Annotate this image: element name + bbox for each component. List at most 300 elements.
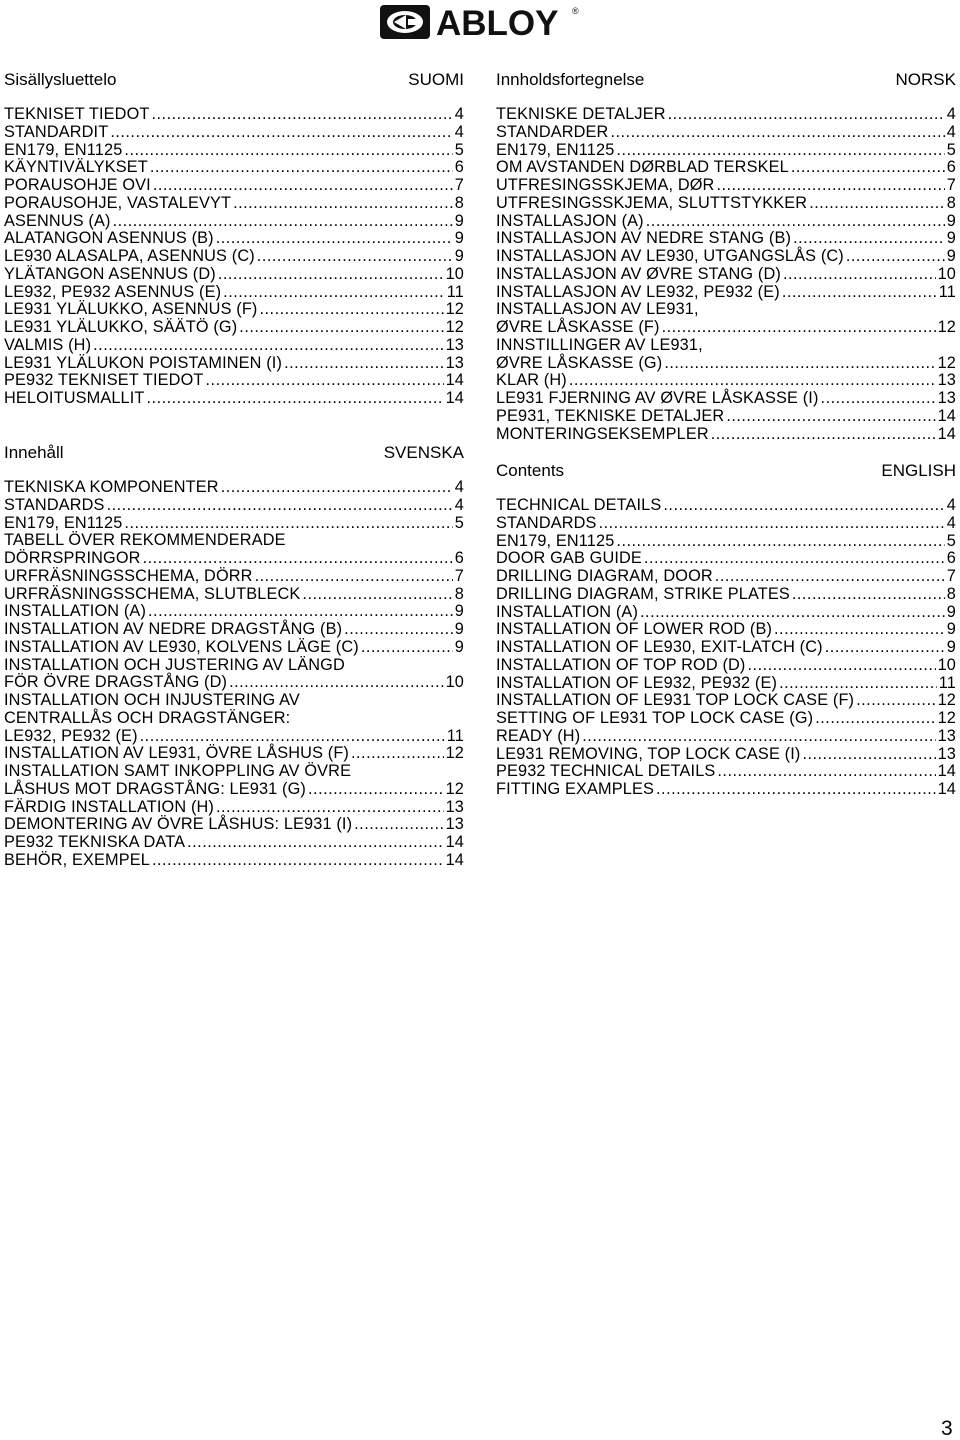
toc-entry — [496, 390, 956, 408]
toc-entry — [4, 301, 464, 319]
page-number: 3 — [941, 1417, 953, 1440]
toc-entry-label: INSTALLATION OCH JUSTERING AV LÄNGD — [4, 655, 345, 674]
toc-entry — [496, 568, 956, 586]
toc-entry-page: 13 — [445, 335, 464, 354]
dot-leader — [716, 177, 944, 195]
dot-leader — [140, 728, 445, 746]
toc-entry-page: 9 — [454, 247, 464, 265]
dot-leader — [791, 159, 945, 177]
toc-entry-label: ØVRE LÅSKASSE (G) — [496, 353, 663, 372]
toc-entry — [4, 390, 464, 408]
dot-leader — [260, 301, 444, 319]
toc-entry-page: 11 — [938, 282, 956, 301]
dot-leader — [782, 284, 937, 302]
dot-leader — [715, 568, 945, 586]
toc-entry-page: 11 — [446, 282, 464, 301]
toc-entry-label: LE932, PE932 (E) — [4, 726, 138, 745]
toc-entry-label: TABELL ÖVER REKOMMENDERADE — [4, 531, 286, 550]
toc-entry-label: TEKNISKE DETALJER — [496, 105, 666, 123]
toc-entry-page: 9 — [946, 620, 956, 639]
toc-list — [4, 479, 464, 870]
toc-entry-page: 12 — [445, 300, 464, 319]
dot-leader — [640, 604, 945, 622]
toc-entry — [496, 142, 956, 160]
toc-entry — [496, 195, 956, 213]
toc-entry-label: EN179, EN1125 — [496, 531, 615, 550]
toc-entry-label: EN179, EN1125 — [496, 140, 615, 159]
toc-entry — [4, 372, 464, 390]
toc-entry — [4, 213, 464, 231]
toc-entry — [496, 284, 956, 302]
toc-entry — [4, 230, 464, 248]
toc-entry-label: CENTRALLÅS OCH DRAGSTÄNGER: — [4, 708, 291, 727]
toc-entry — [496, 177, 956, 195]
toc-entry — [496, 533, 956, 551]
toc-entry-label: INSTALLASJON (A) — [496, 211, 644, 230]
toc-entry-page: 14 — [445, 833, 464, 851]
section-language: SUOMI — [408, 70, 464, 89]
toc-entry — [4, 142, 464, 160]
toc-entry-page: 4 — [946, 105, 956, 123]
toc-entry-page: 9 — [454, 620, 464, 638]
toc-entry-label: INSTALLATION OF LE930, EXIT-LATCH (C) — [496, 638, 823, 656]
toc-entry-page: 14 — [445, 389, 464, 407]
toc-entry-page: 7 — [454, 176, 464, 194]
dot-leader — [569, 372, 936, 390]
toc-entry — [4, 515, 464, 533]
toc-entry-label: EN179, EN1125 — [4, 513, 123, 532]
toc-entry-label: EN179, EN1125 — [4, 140, 123, 159]
section-language: NORSK — [895, 70, 956, 89]
toc-entry-page: 4 — [946, 122, 956, 141]
toc-entry-page: 4 — [946, 513, 956, 532]
toc-entry-label: FÄRDIG INSTALLATION (H) — [4, 797, 214, 816]
toc-entry-page: 12 — [937, 318, 956, 336]
toc-entry-page: 9 — [946, 229, 956, 248]
toc-entry — [496, 604, 956, 622]
toc-entry-page: 11 — [938, 673, 956, 692]
toc-entry — [4, 195, 464, 213]
toc-entry-label: INSTALLASJON AV LE931, — [496, 300, 699, 319]
section-language: ENGLISH — [881, 461, 956, 480]
toc-entry — [496, 319, 956, 337]
toc-entry-label: HELOITUSMALLIT — [4, 389, 145, 407]
dot-leader — [662, 319, 936, 337]
toc-entry-page: 9 — [946, 211, 956, 230]
toc-entry-label: SETTING OF LE931 TOP LOCK CASE (G) — [496, 709, 814, 727]
toc-entry-page: 8 — [454, 193, 464, 212]
toc-entry — [496, 763, 956, 781]
dot-leader — [255, 568, 453, 586]
dot-leader — [124, 142, 452, 160]
dot-leader — [783, 266, 936, 284]
toc-entry-page: 14 — [937, 406, 956, 425]
dot-leader — [233, 195, 453, 213]
dot-leader — [815, 710, 935, 728]
toc-entry-label: UTFRESINGSSKJEMA, SLUTTSTYKKER — [496, 193, 808, 212]
section-language: SVENSKA — [383, 443, 464, 462]
abloy-logo — [378, 2, 583, 42]
toc-entry-page: 12 — [445, 779, 464, 798]
toc-entry-label: STANDARDIT — [4, 122, 109, 141]
toc-entry — [496, 586, 956, 604]
toc-entry-page: 12 — [937, 353, 956, 372]
dot-leader — [846, 248, 945, 266]
dot-leader — [218, 266, 444, 284]
section-title: Innholdsfortegnelse — [496, 70, 645, 89]
toc-entry — [4, 319, 464, 337]
toc-entry-label: TEKNISKA KOMPONENTER — [4, 478, 219, 496]
toc-entry-label: INSTALLATION AV LE930, KOLVENS LÄGE (C) — [4, 637, 359, 656]
dot-leader — [802, 746, 935, 764]
toc-entry-label: PE932 TEKNISKA DATA — [4, 833, 186, 851]
dot-leader — [351, 745, 444, 763]
toc-entry-page: 8 — [946, 193, 956, 212]
toc-entry — [496, 266, 956, 284]
toc-entry-page: 6 — [454, 549, 464, 567]
toc-entry — [4, 603, 464, 621]
dot-leader — [223, 284, 445, 302]
toc-entry-page: 6 — [946, 158, 956, 177]
dot-leader — [143, 550, 453, 568]
dot-leader — [726, 408, 935, 426]
dot-leader — [748, 657, 936, 675]
dot-leader — [809, 195, 945, 213]
toc-entry-label: URFRÄSNINGSSCHEMA, SLUTBLECK — [4, 584, 301, 603]
toc-entry-label: TECHNICAL DETAILS — [496, 496, 662, 514]
toc-entry-label: FÖR ÖVRE DRAGSTÅNG (D) — [4, 673, 228, 692]
toc-entry — [4, 728, 464, 746]
toc-entry-label: DRILLING DIAGRAM, STRIKE PLATES — [496, 584, 790, 603]
toc-entry — [4, 763, 464, 781]
toc-entry-page: 9 — [946, 638, 956, 656]
toc-entry-page: 9 — [454, 637, 464, 656]
toc-entry-label: LE931 YLÄLUKKO, ASENNUS (F) — [4, 300, 258, 319]
toc-entry-page: 12 — [445, 744, 464, 763]
toc-entry-page: 13 — [937, 726, 956, 745]
toc-entry-label: KÄYNTIVÄLYKSET — [4, 158, 148, 177]
toc-entry-label: STANDARDS — [4, 495, 105, 514]
toc-entry-page: 9 — [454, 211, 464, 230]
toc-entry — [4, 248, 464, 266]
section-header — [4, 70, 464, 90]
section-header — [496, 461, 956, 481]
section-title: Contents — [496, 461, 565, 480]
dot-leader — [582, 728, 935, 746]
toc-entry — [4, 266, 464, 284]
toc-entry-page: 4 — [946, 496, 956, 514]
toc-entry — [4, 657, 464, 675]
toc-entry — [496, 515, 956, 533]
toc-entry — [4, 586, 464, 604]
toc-entry-page: 9 — [454, 602, 464, 621]
toc-entry — [496, 621, 956, 639]
toc-entry — [4, 284, 464, 302]
toc-entry — [496, 710, 956, 728]
toc-entry-page: 14 — [445, 850, 464, 869]
dot-leader — [644, 550, 945, 568]
toc-entry-page: 12 — [937, 709, 956, 727]
toc-entry — [496, 550, 956, 568]
toc-entry-page: 12 — [445, 318, 464, 336]
toc-entry — [496, 337, 956, 355]
toc-entry — [4, 355, 464, 373]
dot-leader — [302, 586, 452, 604]
toc-entry — [496, 657, 956, 675]
toc-entry-label: OM AVSTANDEN DØRBLAD TERSKEL — [496, 158, 789, 177]
toc-entry-page: 13 — [445, 353, 464, 372]
toc-entry-page: 12 — [937, 691, 956, 710]
toc-entry — [4, 816, 464, 834]
toc-entry-page: 6 — [946, 549, 956, 568]
toc-entry — [4, 497, 464, 515]
toc-entry-label: LE931 YLÄLUKON POISTAMINEN (I) — [4, 353, 283, 372]
dot-leader — [354, 816, 443, 834]
toc-entry — [496, 692, 956, 710]
toc-entry-label: UTFRESINGSSKJEMA, DØR — [496, 176, 715, 194]
toc-entry — [4, 124, 464, 142]
toc-entry-label: INSTALLATION SAMT INKOPPLING AV ÖVRE — [4, 762, 352, 780]
toc-entry-label: INSTALLATION OF LE932, PE932 (E) — [496, 673, 778, 692]
toc-list — [4, 106, 464, 408]
section-title: Sisällysluettelo — [4, 70, 117, 89]
toc-entry — [496, 497, 956, 515]
toc-entry-label: ASENNUS (A) — [4, 211, 111, 230]
toc-entry-page: 13 — [937, 389, 956, 407]
toc-entry-page: 13 — [937, 744, 956, 763]
dot-leader — [148, 603, 453, 621]
toc-section-english — [496, 461, 956, 799]
section-header — [496, 70, 956, 90]
toc-entry-label: INSTALLASJON AV LE930, UTGANGSLÅS (C) — [496, 247, 844, 265]
toc-entry — [496, 675, 956, 693]
dot-leader — [107, 497, 453, 515]
toc-entry-page: 5 — [946, 140, 956, 159]
toc-entry-label: URFRÄSNINGSSCHEMA, DÖRR — [4, 566, 253, 585]
dot-leader — [361, 639, 453, 657]
dot-leader — [153, 177, 453, 195]
toc-entry — [496, 355, 956, 373]
toc-entry-page: 8 — [454, 584, 464, 603]
toc-entry — [496, 746, 956, 764]
toc-entry — [496, 248, 956, 266]
logo-wordmark: ABLOY — [436, 4, 559, 42]
toc-section-norsk — [496, 70, 956, 443]
toc-entry-page: 7 — [946, 176, 956, 194]
toc-entry-page: 5 — [454, 513, 464, 532]
dot-leader — [825, 639, 945, 657]
dot-leader — [110, 124, 452, 142]
toc-entry-page: 4 — [454, 495, 464, 514]
toc-entry-label: PE931, TEKNISKE DETALJER — [496, 406, 725, 425]
toc-entry-label: INSTALLATION OCH INJUSTERING AV — [4, 691, 300, 709]
toc-section-suomi — [4, 70, 464, 408]
toc-entry-label: INSTALLATION (A) — [4, 602, 147, 621]
toc-entry-page: 13 — [937, 371, 956, 390]
toc-entry-label: LE931 YLÄLUKKO, SÄÄTÖ (G) — [4, 318, 238, 336]
dot-leader — [206, 372, 444, 390]
toc-entry-page: 10 — [937, 264, 956, 283]
dot-leader — [668, 106, 945, 124]
toc-entry-label: BEHÖR, EXEMPEL — [4, 850, 150, 869]
dot-leader — [229, 674, 443, 692]
abloy-logo-mark — [378, 2, 583, 42]
toc-entry-label: DEMONTERING AV ÖVRE LÅSHUS: LE931 (I) — [4, 815, 353, 834]
toc-entry-label: INSTALLASJON AV NEDRE STANG (B) — [496, 229, 792, 248]
toc-entry — [4, 568, 464, 586]
toc-entry-label: INSTALLATION AV NEDRE DRAGSTÅNG (B) — [4, 620, 343, 638]
toc-entry-label: INSTALLATION (A) — [496, 602, 639, 621]
dot-leader — [793, 230, 945, 248]
toc-entry-label: INSTALLATION OF LOWER ROD (B) — [496, 620, 773, 639]
toc-entry — [4, 159, 464, 177]
toc-entry-label: LE931 REMOVING, TOP LOCK CASE (I) — [496, 744, 801, 763]
toc-section-svenska — [4, 443, 464, 870]
toc-entry-label: PE932 TECHNICAL DETAILS — [496, 762, 716, 781]
toc-entry-label: INSTALLATION AV LE931, ÖVRE LÅSHUS (F) — [4, 744, 349, 763]
toc-entry — [4, 710, 464, 728]
toc-entry-label: YLÄTANGON ASENNUS (D) — [4, 264, 216, 283]
toc-entry-label: PORAUSOHJE OVI — [4, 176, 151, 194]
toc-entry — [496, 372, 956, 390]
toc-entry — [4, 337, 464, 355]
dot-leader — [152, 106, 453, 124]
dot-leader — [821, 390, 936, 408]
dot-leader — [147, 390, 444, 408]
toc-entry — [4, 799, 464, 817]
toc-entry-page: 14 — [937, 780, 956, 798]
toc-entry-label: PORAUSOHJE, VASTALEVYT — [4, 193, 232, 212]
dot-leader — [646, 213, 945, 231]
toc-entry-label: ØVRE LÅSKASSE (F) — [496, 318, 660, 336]
section-header — [4, 443, 464, 463]
toc-entry — [4, 550, 464, 568]
toc-entry-page: 10 — [445, 264, 464, 283]
toc-entry-label: KLAR (H) — [496, 371, 567, 390]
toc-entry-label: INNSTILLINGER AV LE931, — [496, 335, 703, 354]
toc-entry-page: 9 — [946, 602, 956, 621]
toc-entry-page: 11 — [446, 726, 464, 745]
dot-leader — [187, 834, 443, 852]
toc-entry-label: INSTALLASJON AV ØVRE STANG (D) — [496, 264, 781, 283]
toc-entry-page: 4 — [454, 478, 464, 496]
dot-leader — [124, 515, 452, 533]
toc-entry — [4, 532, 464, 550]
toc-entry-page: 10 — [937, 655, 956, 674]
dot-leader — [711, 426, 936, 444]
toc-entry-label: DÖRRSPRINGOR — [4, 549, 141, 567]
dot-leader — [664, 355, 935, 373]
dot-leader — [150, 159, 453, 177]
toc-entry — [4, 479, 464, 497]
toc-entry — [4, 781, 464, 799]
toc-entry-page: 10 — [445, 673, 464, 692]
dot-leader — [717, 763, 935, 781]
toc-entry — [4, 621, 464, 639]
section-title: Innehåll — [4, 443, 64, 462]
toc-entry — [496, 124, 956, 142]
toc-entry — [496, 426, 956, 444]
toc-entry — [4, 674, 464, 692]
toc-entry-label: PE932 TEKNISET TIEDOT — [4, 371, 204, 390]
registered-mark: ® — [572, 6, 579, 16]
dot-leader — [663, 497, 944, 515]
dot-leader — [216, 799, 444, 817]
toc-entry-page: 9 — [946, 247, 956, 265]
toc-entry — [496, 230, 956, 248]
toc-entry-page: 14 — [937, 424, 956, 443]
dot-leader — [656, 781, 936, 799]
toc-entry-label: INSTALLASJON AV LE932, PE932 (E) — [496, 282, 780, 301]
dot-leader — [113, 213, 453, 231]
toc-list — [496, 497, 956, 799]
dot-leader — [221, 479, 453, 497]
toc-entry-page: 4 — [454, 122, 464, 141]
toc-entry-label: STANDARDER — [496, 122, 609, 141]
toc-entry — [496, 728, 956, 746]
toc-entry-page: 6 — [454, 158, 464, 177]
toc-entry — [496, 301, 956, 319]
toc-entry — [496, 213, 956, 231]
toc-entry-page: 14 — [445, 371, 464, 390]
toc-entry-page: 14 — [937, 762, 956, 781]
toc-list — [496, 106, 956, 443]
toc-entry-label: DRILLING DIAGRAM, DOOR — [496, 567, 713, 585]
dot-leader — [599, 515, 945, 533]
toc-entry-label: LE930 ALASALPA, ASENNUS (C) — [4, 247, 255, 265]
dot-leader — [239, 319, 443, 337]
dot-leader — [616, 533, 944, 551]
dot-leader — [616, 142, 944, 160]
toc-entry — [4, 834, 464, 852]
toc-entry-page: 4 — [454, 105, 464, 123]
toc-entry — [496, 159, 956, 177]
toc-entry-label: LE931 FJERNING AV ØVRE LÅSKASSE (I) — [496, 389, 819, 407]
toc-entry-label: ALATANGON ASENNUS (B) — [4, 229, 214, 248]
toc-entry — [496, 781, 956, 799]
toc-entry-label: MONTERINGSEKSEMPLER — [496, 424, 709, 443]
toc-entry-page: 7 — [946, 567, 956, 585]
toc-entry — [4, 639, 464, 657]
toc-entry — [496, 408, 956, 426]
toc-entry — [4, 692, 464, 710]
toc-entry-page: 7 — [454, 566, 464, 585]
toc-entry-label: VALMIS (H) — [4, 335, 92, 354]
toc-entry-page: 5 — [454, 140, 464, 159]
toc-entry-label: DOOR GAB GUIDE — [496, 549, 642, 568]
toc-entry — [4, 852, 464, 870]
dot-leader — [856, 692, 935, 710]
toc-entry-label: STANDARDS — [496, 513, 597, 532]
toc-entry-label: READY (H) — [496, 726, 581, 745]
toc-entry — [4, 745, 464, 763]
toc-entry-page: 8 — [946, 584, 956, 603]
toc-entry-label: INSTALLATION OF LE931 TOP LOCK CASE (F) — [496, 691, 855, 710]
toc-entry-label: INSTALLATION OF TOP ROD (D) — [496, 655, 746, 674]
toc-entry — [4, 106, 464, 124]
dot-leader — [216, 230, 453, 248]
dot-leader — [284, 355, 444, 373]
dot-leader — [308, 781, 444, 799]
toc-entry-label: LE932, PE932 ASENNUS (E) — [4, 282, 222, 301]
dot-leader — [610, 124, 944, 142]
toc-entry — [496, 106, 956, 124]
toc-entry-page: 9 — [454, 229, 464, 248]
toc-entry-label: FITTING EXAMPLES — [496, 780, 655, 798]
toc-entry-page: 5 — [946, 531, 956, 550]
dot-leader — [779, 675, 937, 693]
dot-leader — [93, 337, 443, 355]
